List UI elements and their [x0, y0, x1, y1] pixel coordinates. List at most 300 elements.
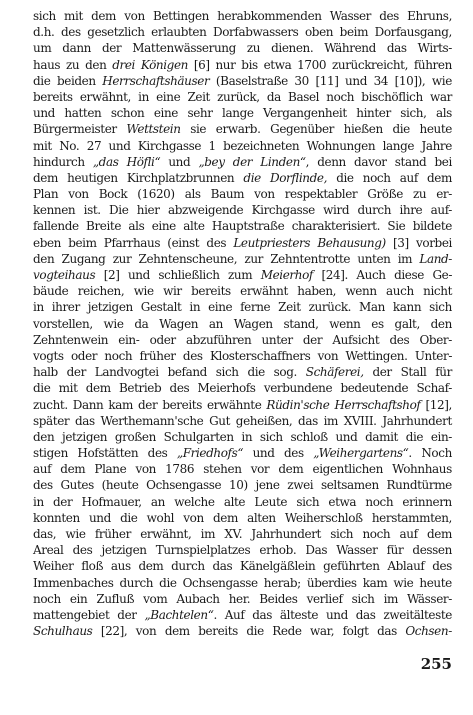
plain-text: und — [168, 154, 191, 169]
plain-text: zur — [112, 251, 132, 266]
plain-text: auf- — [430, 203, 452, 218]
word — [419, 332, 451, 348]
word — [66, 57, 79, 73]
word — [263, 105, 347, 121]
word — [297, 283, 336, 299]
text-line — [33, 623, 452, 639]
plain-text: XVIII. — [343, 413, 377, 428]
word — [52, 299, 80, 315]
book-page — [33, 8, 452, 673]
word — [102, 40, 121, 56]
plain-text: eben — [33, 235, 62, 250]
word — [306, 364, 364, 380]
plain-text: schloß — [290, 429, 328, 444]
word — [287, 477, 313, 493]
plain-text: Känelgäßlein — [240, 559, 316, 574]
word — [187, 89, 210, 105]
plain-text: Dann — [72, 397, 104, 412]
plain-text: verbundene — [263, 381, 333, 396]
word — [431, 316, 452, 332]
word — [261, 267, 313, 283]
word — [164, 429, 234, 445]
plain-text: hinter — [356, 106, 391, 121]
word — [104, 267, 120, 283]
word — [137, 202, 160, 218]
plain-text: es — [371, 316, 384, 331]
word — [124, 8, 145, 24]
word — [387, 542, 404, 558]
word — [33, 607, 109, 623]
word — [387, 40, 407, 56]
plain-text: erwähnte — [206, 397, 262, 412]
plain-text: heute — [419, 575, 452, 590]
word — [292, 218, 380, 234]
word — [59, 138, 79, 154]
plain-text: Ochsengasse — [146, 478, 222, 493]
word — [60, 477, 93, 493]
plain-text: dem — [60, 462, 86, 477]
plain-text: dienen. — [271, 41, 314, 56]
word — [201, 526, 215, 542]
plain-text: Wohnungen — [306, 138, 376, 153]
plain-text: Hofmauer, — [81, 494, 142, 509]
plain-text: (einst — [167, 235, 200, 250]
plain-text: des — [206, 235, 227, 250]
word — [421, 445, 452, 461]
plain-text: Dorfabwassers — [213, 25, 299, 40]
plain-text: Noch — [421, 446, 452, 461]
word — [340, 24, 368, 40]
plain-text: ist. — [83, 203, 101, 218]
word — [33, 89, 73, 105]
word — [377, 623, 397, 639]
plain-text: von — [68, 187, 89, 202]
plain-text: das — [355, 607, 376, 622]
plain-text: 30 — [294, 73, 309, 88]
word — [321, 267, 347, 283]
text-line — [33, 591, 452, 607]
plain-text: stigen — [33, 446, 68, 461]
text-line — [33, 429, 452, 445]
word — [211, 186, 244, 202]
plain-text: Man — [359, 300, 385, 315]
word — [356, 105, 391, 121]
word — [109, 202, 128, 218]
plain-text: im — [323, 413, 338, 428]
word — [365, 429, 398, 445]
plain-text: Kirchgasse — [251, 203, 315, 218]
plain-text: zurückreicht, — [331, 57, 409, 72]
word — [150, 332, 176, 348]
plain-text: als — [184, 187, 201, 202]
plain-text: den — [430, 316, 452, 331]
plain-text: Wässer- — [407, 591, 452, 606]
word — [266, 397, 329, 413]
plain-text: Gutes — [60, 478, 94, 493]
word — [326, 89, 354, 105]
text-line — [33, 445, 452, 461]
word — [171, 558, 205, 574]
word — [345, 73, 367, 89]
plain-text: beiden — [56, 73, 96, 88]
plain-text: in — [33, 300, 44, 315]
plain-text: erwarb. — [215, 122, 261, 137]
text-line — [33, 413, 452, 429]
plain-text: Wettingen. — [345, 348, 408, 363]
word — [198, 154, 224, 170]
word — [429, 299, 452, 315]
plain-text: mit — [33, 138, 52, 153]
plain-text: des — [72, 543, 93, 558]
italic-text: „Weihergartens“ — [313, 446, 409, 461]
plain-text: erwähnt, — [140, 527, 192, 541]
plain-text: alten — [247, 510, 276, 525]
plain-text: oben — [304, 25, 334, 40]
word — [419, 251, 452, 267]
word — [267, 89, 281, 105]
plain-text: nicht — [423, 284, 452, 299]
word — [101, 623, 127, 639]
word — [431, 429, 452, 445]
word — [165, 623, 190, 639]
word — [222, 105, 254, 121]
plain-text: ein- — [118, 332, 140, 347]
word — [241, 429, 252, 445]
plain-text: des — [33, 478, 53, 493]
word — [270, 251, 350, 267]
word — [294, 73, 308, 89]
text-line — [33, 267, 452, 283]
word — [212, 558, 232, 574]
plain-text: und — [127, 268, 150, 282]
word — [33, 235, 61, 251]
word — [336, 170, 353, 186]
plain-text: herstammten, — [371, 510, 452, 525]
plain-text: des — [61, 25, 81, 40]
plain-text: eine — [156, 89, 181, 104]
text-line — [33, 8, 452, 24]
plain-text: Baum — [210, 187, 245, 202]
plain-text: Mattenwässerung — [132, 41, 236, 56]
word — [156, 542, 251, 558]
word — [225, 607, 245, 623]
word — [372, 364, 391, 380]
word — [280, 607, 318, 623]
word — [108, 397, 133, 413]
plain-text: verlief — [306, 591, 343, 606]
word — [62, 40, 91, 56]
word — [233, 154, 252, 170]
word — [80, 89, 131, 105]
plain-text: [3] — [393, 235, 409, 250]
text-line — [33, 510, 452, 526]
word — [270, 170, 327, 186]
plain-text: Das — [305, 543, 328, 558]
italic-text: „Bachtelen“ — [144, 607, 214, 622]
plain-text: zu — [66, 57, 80, 72]
plain-text: der — [53, 494, 73, 509]
plain-text: er- — [436, 187, 452, 202]
plain-text: dem — [138, 559, 164, 574]
plain-text: Plan — [33, 187, 59, 202]
italic-text: Wettstein — [126, 122, 181, 137]
word — [82, 494, 142, 510]
plain-text: [6] — [193, 57, 210, 72]
word — [343, 623, 369, 639]
italic-text: Schulhaus — [33, 624, 93, 639]
word — [346, 348, 408, 364]
word — [68, 186, 89, 202]
word — [278, 299, 301, 315]
word — [260, 154, 309, 170]
plain-text: Beides — [259, 591, 298, 606]
word — [414, 57, 452, 73]
plain-text: des — [379, 9, 399, 23]
word — [252, 202, 315, 218]
plain-text: den — [33, 429, 55, 444]
word — [324, 40, 376, 56]
plain-text: war — [429, 89, 452, 104]
word — [382, 413, 452, 429]
word — [362, 526, 390, 542]
word — [141, 299, 182, 315]
word — [33, 73, 50, 89]
word — [374, 73, 388, 89]
plain-text: Pfarrhaus — [103, 235, 161, 250]
plain-text: eine — [153, 106, 179, 121]
word — [290, 429, 327, 445]
text-line — [33, 154, 452, 170]
plain-text: Weiher — [33, 559, 74, 574]
plain-text: eine — [208, 300, 233, 315]
word — [213, 24, 298, 40]
plain-text: in — [241, 429, 253, 444]
word — [259, 591, 297, 607]
plain-text: die — [33, 73, 51, 88]
word — [244, 251, 263, 267]
plain-text: die — [120, 510, 138, 525]
word — [421, 138, 452, 154]
plain-text: Klosterschaffners — [209, 348, 311, 363]
word — [284, 316, 319, 332]
plain-text: No. — [59, 138, 80, 153]
word — [33, 121, 117, 137]
plain-text: der — [138, 397, 158, 412]
plain-text: oder — [70, 348, 98, 363]
plain-text: bäude — [33, 284, 69, 299]
plain-text: sehr — [187, 106, 213, 121]
plain-text: [22], — [100, 624, 128, 639]
word — [254, 186, 275, 202]
word — [262, 332, 293, 348]
text-line — [33, 218, 452, 234]
plain-text: noch — [33, 591, 61, 606]
plain-text: zurück, — [217, 89, 260, 104]
plain-text: haus — [33, 57, 61, 72]
plain-text: mit — [58, 381, 78, 396]
plain-text: Landvogtei — [94, 365, 159, 380]
word — [115, 429, 156, 445]
text-line — [33, 283, 452, 299]
text-line — [33, 170, 452, 186]
word — [33, 332, 108, 348]
word — [395, 154, 427, 170]
plain-text: das — [75, 413, 95, 428]
word — [68, 235, 96, 251]
italic-text: Königen — [140, 57, 188, 72]
plain-text: kennen — [33, 203, 76, 218]
word — [251, 526, 321, 542]
word — [62, 251, 106, 267]
word — [60, 461, 85, 477]
word — [64, 8, 83, 24]
plain-text: war, — [310, 624, 335, 639]
word — [135, 461, 156, 477]
plain-text: wir — [163, 284, 182, 299]
plain-text: (heute — [101, 478, 139, 493]
plain-text: ferne — [240, 300, 271, 315]
word — [187, 105, 212, 121]
plain-text: sich, — [400, 106, 427, 121]
word — [357, 202, 391, 218]
word — [284, 445, 304, 461]
word — [405, 623, 452, 639]
text-line — [33, 526, 452, 542]
word — [33, 138, 52, 154]
plain-text: heutigen — [67, 170, 118, 185]
plain-text: dessen — [412, 543, 452, 558]
word — [288, 89, 319, 105]
word — [91, 8, 116, 24]
text-line — [33, 105, 452, 121]
word — [57, 73, 96, 89]
plain-text: vogts — [33, 348, 64, 363]
word — [309, 299, 352, 315]
word — [33, 186, 58, 202]
plain-text: da — [134, 316, 149, 331]
plain-text: kann — [392, 300, 422, 315]
plain-text: und — [252, 446, 275, 461]
plain-text: zu — [412, 187, 427, 202]
word — [118, 332, 139, 348]
word — [313, 445, 412, 461]
word — [392, 461, 452, 477]
word — [33, 170, 58, 186]
word — [260, 429, 283, 445]
word — [206, 235, 226, 251]
plain-text: , — [305, 154, 310, 169]
plain-text: überdies — [306, 575, 357, 590]
word — [285, 510, 363, 526]
word — [138, 138, 201, 154]
plain-text: des — [182, 348, 203, 363]
word — [33, 251, 54, 267]
plain-text: auf — [399, 170, 418, 185]
plain-text: Jahre — [421, 138, 452, 153]
word — [128, 267, 150, 283]
plain-text: vom — [143, 591, 168, 606]
italic-text: der — [232, 154, 253, 169]
plain-text: dem — [33, 170, 58, 185]
plain-text: Leute — [254, 494, 288, 509]
italic-text: vogteihaus — [33, 268, 96, 282]
word — [324, 413, 338, 429]
plain-text: großen — [114, 429, 156, 444]
word — [252, 607, 272, 623]
word — [33, 380, 50, 396]
word — [151, 494, 165, 510]
plain-text: durch — [357, 203, 392, 218]
plain-text: Schaf- — [416, 381, 452, 396]
plain-text: zu — [246, 41, 261, 56]
word — [165, 461, 194, 477]
text-line — [33, 299, 452, 315]
word — [33, 413, 69, 429]
plain-text: Kirchgasse — [137, 138, 202, 153]
plain-text: durch — [171, 559, 205, 574]
word — [435, 364, 452, 380]
plain-text: geführten — [323, 559, 380, 574]
plain-text: in — [189, 300, 201, 315]
word — [168, 154, 190, 170]
plain-text: wenn — [345, 284, 377, 299]
plain-text: Zehntenscheune, — [138, 251, 238, 266]
word — [162, 397, 202, 413]
plain-text: [24]. — [321, 268, 348, 282]
plain-text: [2] — [103, 268, 120, 282]
plain-text: Größe — [367, 187, 403, 202]
plain-text: Wasser — [329, 9, 371, 23]
word — [190, 121, 206, 137]
plain-text: Vergangenheit — [263, 106, 347, 121]
plain-text: noch — [365, 494, 394, 509]
plain-text: damit — [365, 429, 398, 444]
word — [310, 623, 334, 639]
plain-text: Bürgermeister — [33, 122, 117, 137]
word — [104, 316, 124, 332]
plain-text: her. — [228, 591, 251, 606]
word — [144, 607, 216, 623]
word — [168, 364, 207, 380]
word — [259, 542, 296, 558]
word — [401, 364, 427, 380]
plain-text: gesetzlich — [87, 25, 145, 40]
word — [33, 154, 85, 170]
plain-text: geheißen, — [235, 413, 293, 428]
plain-text: früher — [94, 527, 131, 541]
plain-text: halb — [33, 365, 58, 380]
word — [413, 186, 426, 202]
word — [140, 348, 176, 364]
plain-text: eine — [151, 219, 176, 234]
plain-text: beim — [339, 25, 369, 40]
plain-text: auf — [399, 527, 418, 541]
plain-text: unter — [261, 332, 293, 347]
plain-text: sie — [190, 122, 207, 137]
word — [89, 510, 111, 526]
plain-text: die — [392, 122, 410, 137]
word — [246, 623, 263, 639]
plain-text: von — [135, 624, 157, 639]
word — [75, 413, 95, 429]
word — [67, 170, 118, 186]
plain-text: sich — [351, 591, 375, 606]
word — [148, 445, 168, 461]
plain-text: erlaubten — [151, 25, 207, 40]
word — [313, 461, 383, 477]
word — [234, 316, 273, 332]
plain-text: sich — [259, 429, 283, 444]
